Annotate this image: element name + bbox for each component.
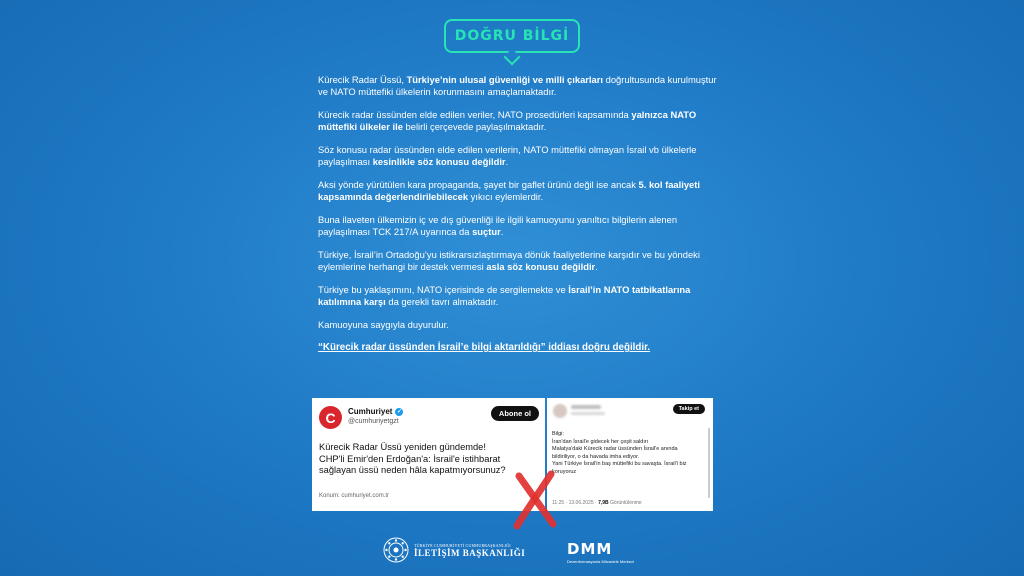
- statement-text: [318, 74, 718, 365]
- follow-button[interactable]: Takip et: [673, 404, 705, 414]
- seal-icon: [383, 537, 409, 563]
- tweet-meta: 11:25 · 13.06.2025 · 7,9B Görüntülenme: [552, 500, 642, 506]
- tweet-source: Konum: cumhuriyet.com.tr: [319, 493, 390, 499]
- anonymous-tweet-card: [547, 398, 713, 511]
- scrollbar: [708, 428, 710, 498]
- cumhuriyet-tweet-card: [312, 398, 545, 511]
- paragraph-5: Buna ilaveten ülkemizin iç ve dış güvenliği ile ilgili kamuoyunu yanıltıcı bilgilerin alenen paylaşılması TCK 217/A uyarınca da suçtur.: [318, 214, 678, 237]
- tweet-text: Kürecik Radar Üssü yeniden gündemde! CHP'li Emir'den Erdoğan'a: İsrail'e istihbarat sağlayan üssü neden hâla kapatmıyorsunuz?: [319, 442, 506, 475]
- paragraph-7: Türkiye bu yaklaşımını, NATO içerisinde de sergilemekte ve İsrail’in NATO tatbikatlarına katılımına karşı da gerekli tavrı almaktadır.: [318, 284, 691, 307]
- dmm-logo: [567, 540, 634, 564]
- paragraph-6: Türkiye, İsrail’in Ortadoğu’yu istikrarsızlaştırmaya dönük faaliyetlerine karşıdır ve bu yöndeki eylemlerine herhangi bir destek vermesi asla söz konusu değildir.: [318, 249, 700, 272]
- false-cross-icon: [513, 470, 557, 530]
- cumhuriyet-logo: C: [319, 406, 342, 429]
- dogru-bilgi-badge: DOĞRU BİLGİ: [444, 19, 580, 53]
- ministry-title: İLETİŞİM BAŞKANLIĞI: [414, 547, 526, 558]
- blurred-avatar: [553, 404, 567, 418]
- paragraph-2: Kürecik radar üssünden elde edilen veriler, NATO prosedürleri kapsamında yalnızca NATO müttefiki ülkeler ile belirli çerçevede paylaşılmaktadır.: [318, 109, 697, 132]
- blurred-name: [571, 405, 601, 409]
- follow-button[interactable]: Abone ol: [491, 406, 539, 421]
- verified-icon: ✓: [396, 408, 402, 415]
- paragraph-3: Söz konusu radar üssünden elde edilen verilerin, NATO müttefiki olmayan İsrail vb ülkelerle paylaşılması kesinlikle söz konusu değildir.: [318, 144, 697, 167]
- ministry-subtitle: TÜRKİYE CUMHURİYETİ CUMHURBAŞKANLIĞI: [414, 542, 511, 548]
- paragraph-8: Kamuoyuna saygıyla duyurulur.: [318, 319, 449, 330]
- iletisim-baskanligi-logo: [383, 537, 525, 563]
- tweet-text: Bilgi: İran'dan İsrail'e gidecek her çeşit saldırı Malatya'daki Kürecik radar üssünden İsrail'e anında bildiriliyor, o da havada imha ediyor. Yani Türkiye İsrail'in baş müttefiki bu savaşta. İsrail'i biz koruyoruz: [552, 431, 687, 475]
- paragraph-1: Kürecik Radar Üssü, Türkiye’nin ulusal güvenliği ve milli çıkarları doğrultusunda kurulmuştur ve NATO müttefiki ülkelerin korunmasını amaçlamaktadır.: [318, 74, 717, 97]
- blurred-handle: [571, 412, 605, 415]
- paragraph-4: Aksi yönde yürütülen kara propaganda, şayet bir gaflet ürünü değil ise ancak 5. kol faaliyeti kapsamında değerlendirilebilecek yıkıcı eylemlerdir.: [318, 179, 701, 202]
- account-name: Cumhuriyet ✓: [348, 407, 402, 416]
- account-handle: @cumhuriyetgzt: [348, 418, 399, 425]
- dmm-subtitle: Dezenformasyonla Mücadele Merkezi: [567, 559, 634, 564]
- dmm-wordmark: DMM: [567, 540, 613, 558]
- claim-statement: “Kürecik radar üssünden İsrail’e bilgi aktarıldığı” iddiası doğru değildir.: [318, 342, 651, 353]
